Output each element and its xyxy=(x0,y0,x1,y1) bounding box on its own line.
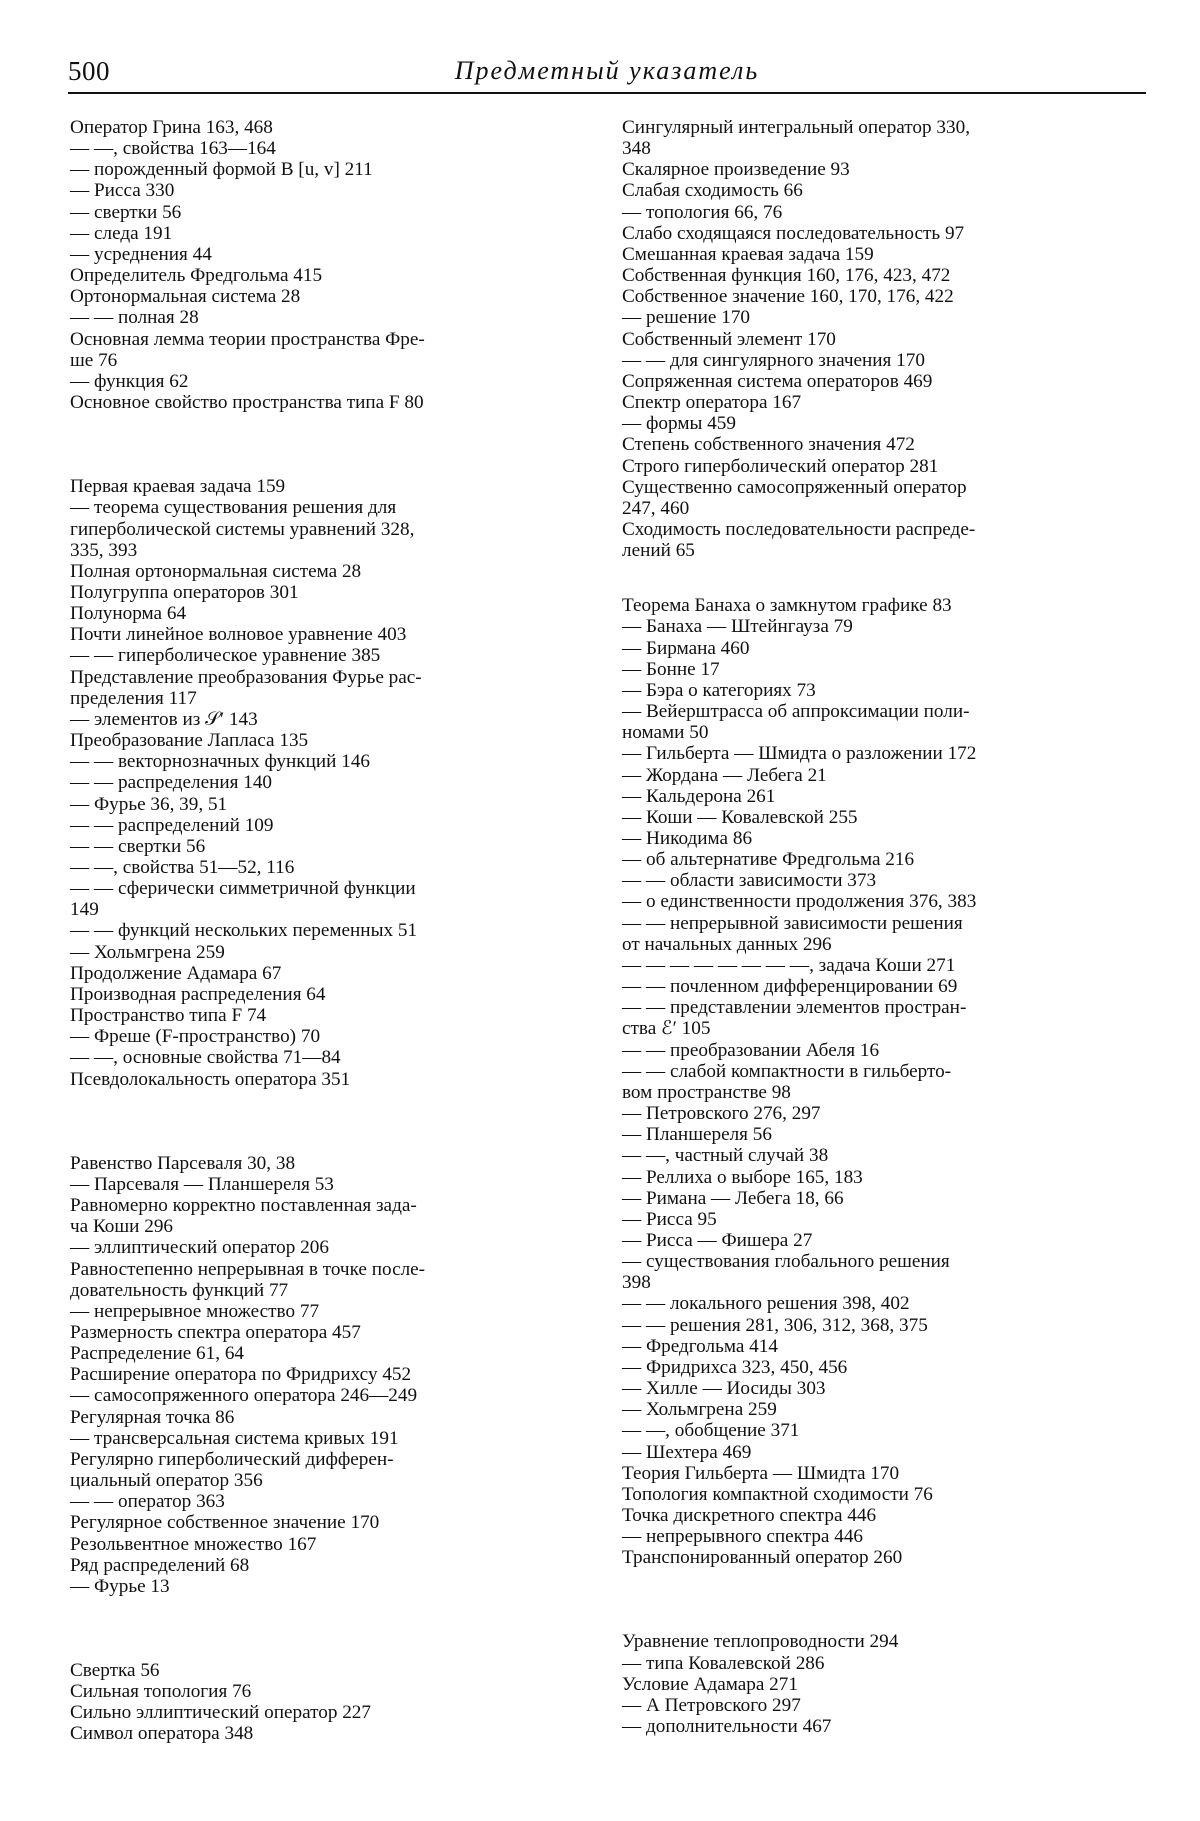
index-line: от начальных данных 296 xyxy=(622,933,832,955)
index-line: — — векторнозначных функций 146 xyxy=(70,751,371,773)
index-line: — Кальдерона 261 xyxy=(622,785,776,807)
index-line: Точка дискретного спектра 446 xyxy=(622,1505,877,1526)
index-line: ства ℰ′ 105 xyxy=(622,1018,711,1040)
index-line: — следа 191 xyxy=(70,222,173,244)
index-line: — Петровского 276, 297 xyxy=(622,1103,821,1125)
index-line: Уравнение теплопроводности 294 xyxy=(622,1631,899,1653)
index-line: — Рисса 330 xyxy=(70,180,175,202)
page-header xyxy=(68,52,1146,96)
index-line: Регулярно гиперболический дифферен- xyxy=(70,1448,394,1470)
index-line: Полугруппа операторов 301 xyxy=(70,581,299,603)
index-line: Сходимость последовательности распреде- xyxy=(622,518,976,540)
index-line: — Шехтера 469 xyxy=(622,1441,752,1463)
index-line: Сильно эллиптический оператор 227 xyxy=(70,1702,371,1724)
index-line: — решение 170 xyxy=(622,307,751,329)
index-line: — типа Ковалевской 286 xyxy=(622,1652,825,1674)
index-line: — Хилле — Иосиды 303 xyxy=(622,1378,826,1400)
index-line: — Планшереля 56 xyxy=(622,1124,772,1146)
index-line: Расширение оператора по Фридрихсу 452 xyxy=(70,1364,412,1386)
index-line: Ортонормальная система 28 xyxy=(70,286,301,308)
index-line: Собственный элемент 170 xyxy=(622,328,836,350)
index-line: Распределение 61, 64 xyxy=(70,1343,245,1365)
running-title: Предметный указатель xyxy=(454,56,760,85)
index-line: — непрерывного спектра 446 xyxy=(622,1526,864,1548)
index-line: — Вейерштрасса об аппроксимации поли- xyxy=(622,701,970,723)
index-line: — — гиперболическое уравнение 385 xyxy=(70,645,381,667)
index-line: — — решения 281, 306, 312, 368, 375 xyxy=(622,1314,928,1336)
index-line: Сильная топология 76 xyxy=(70,1681,252,1703)
letter-group xyxy=(70,117,582,413)
index-line: вом пространстве 98 xyxy=(622,1081,791,1103)
index-line: — — представлении элементов простран- xyxy=(622,997,967,1019)
letter-group xyxy=(70,1660,582,1745)
index-line: — — преобразовании Абеля 16 xyxy=(622,1039,880,1061)
index-line: — — локального решения 398, 402 xyxy=(622,1293,910,1315)
index-line: — Бонне 17 xyxy=(622,658,720,680)
index-line: — — области зависимости 373 xyxy=(622,870,877,892)
index-line: — — — — — — — —, задача Коши 271 xyxy=(622,954,956,976)
index-line: — — сферически симметричной функции xyxy=(70,878,416,900)
index-line: — о единственности продолжения 376, 383 xyxy=(622,891,977,913)
index-line: Псевдолокальность оператора 351 xyxy=(70,1068,351,1090)
index-line: — Фридрихса 323, 450, 456 xyxy=(622,1356,848,1378)
index-line: — Хольмгрена 259 xyxy=(70,941,225,963)
index-line: — Рисса — Фишера 27 xyxy=(622,1229,813,1251)
index-line: — — полная 28 xyxy=(70,307,199,329)
index-line: — об альтернативе Фредгольма 216 xyxy=(622,849,915,871)
index-line: Строго гиперболический оператор 281 xyxy=(622,455,939,477)
index-line: — — почленном дифференцировании 69 xyxy=(622,976,958,998)
index-line: Производная распределения 64 xyxy=(70,983,326,1005)
index-line: ча Коши 296 xyxy=(70,1216,174,1238)
index-line: — Фреше (F-пространство) 70 xyxy=(70,1026,321,1048)
index-line: Сопряженная система операторов 469 xyxy=(622,370,933,392)
index-line: — — слабой компактности в гильберто- xyxy=(622,1060,952,1082)
index-line: — —, обобщение 371 xyxy=(622,1420,800,1442)
index-line: гиперболической системы уравнений 328, xyxy=(70,518,415,540)
index-line: Степень собственного значения 472 xyxy=(622,434,915,456)
index-line: — самосопряженного оператора 246—249 xyxy=(70,1385,418,1407)
letter-group xyxy=(622,1631,1142,1737)
index-line: Спектр оператора 167 xyxy=(622,392,802,414)
index-line: Основное свойство пространства типа F 80 xyxy=(70,392,424,414)
index-line: Смешанная краевая задача 159 xyxy=(622,243,874,265)
index-line: Скалярное произведение 93 xyxy=(622,159,850,181)
index-line: Регулярное собственное значение 170 xyxy=(70,1512,380,1534)
index-line: Слабая сходимость 66 xyxy=(622,180,803,202)
index-line: — формы 459 xyxy=(622,413,736,435)
letter-group xyxy=(622,595,1142,1568)
index-line: Свертка 56 xyxy=(70,1660,160,1681)
index-line: — — оператор 363 xyxy=(70,1491,225,1513)
index-line: — Фредгольма 414 xyxy=(622,1335,778,1357)
index-line: Размерность спектра оператора 457 xyxy=(70,1321,361,1343)
index-line: довательность функций 77 xyxy=(70,1279,289,1301)
index-line: Теорема Банаха о замкнутом графике 83 xyxy=(622,595,952,617)
index-line: — — функций нескольких переменных 51 xyxy=(70,920,418,942)
index-line: — — свертки 56 xyxy=(70,835,206,857)
index-line: Пространство типа F 74 xyxy=(70,1005,267,1027)
index-line: Первая краевая задача 159 xyxy=(70,476,286,498)
index-line: — существования глобального решения xyxy=(622,1251,950,1273)
index-line: Почти линейное волновое уравнение 403 xyxy=(70,624,407,646)
index-line: ше 76 xyxy=(70,349,118,371)
index-line: Транспонированный оператор 260 xyxy=(622,1547,903,1569)
group-gap xyxy=(70,413,582,476)
index-line: — дополнительности 467 xyxy=(622,1716,832,1738)
index-line: Сингулярный интегральный оператор 330, xyxy=(622,117,970,138)
index-line: — Бирмана 460 xyxy=(622,637,750,659)
index-line: — Коши — Ковалевской 255 xyxy=(622,806,858,828)
page-number: 500 xyxy=(68,56,110,86)
index-line: — свертки 56 xyxy=(70,201,182,223)
index-line: 149 xyxy=(70,899,99,921)
index-line: — Реллиха о выборе 165, 183 xyxy=(622,1166,863,1188)
index-line: Преобразование Лапласа 135 xyxy=(70,730,309,752)
group-gap xyxy=(70,1090,582,1153)
index-line: Топология компактной сходимости 76 xyxy=(622,1483,933,1505)
index-line: — усреднения 44 xyxy=(70,243,212,265)
index-line: — порожденный формой B [u, v] 211 xyxy=(70,159,373,181)
index-line: 335, 393 xyxy=(70,539,138,561)
index-line: Резольвентное множество 167 xyxy=(70,1533,317,1555)
index-line: — — для сингулярного значения 170 xyxy=(622,349,925,371)
group-gap xyxy=(70,1597,582,1660)
index-line: Ряд распределений 68 xyxy=(70,1554,250,1576)
index-line: Слабо сходящаяся последовательность 97 xyxy=(622,222,965,244)
index-line: — элементов из 𝒮′ 143 xyxy=(70,708,258,730)
index-line: Представление преобразования Фурье рас- xyxy=(70,666,422,688)
index-line: Равномерно корректно поставленная зада- xyxy=(70,1195,417,1217)
index-line: — эллиптический оператор 206 xyxy=(70,1237,329,1259)
index-line: — —, свойства 51—52, 116 xyxy=(70,857,295,878)
left-column xyxy=(70,117,582,1745)
index-line: — — распределений 109 xyxy=(70,814,274,836)
index-line: — — распределения 140 xyxy=(70,772,273,794)
index-line: — —, свойства 163—164 xyxy=(70,138,276,160)
index-line: циальный оператор 356 xyxy=(70,1470,263,1492)
index-line: — Римана — Лебега 18, 66 xyxy=(622,1187,844,1209)
index-line: — Хольмгрена 259 xyxy=(622,1399,777,1421)
index-line: пределения 117 xyxy=(70,687,197,709)
index-line: — А Петровского 297 xyxy=(622,1694,801,1716)
index-line: Определитель Фредгольма 415 xyxy=(70,265,323,287)
index-line: — функция 62 xyxy=(70,370,189,392)
index-line: Полная ортонормальная система 28 xyxy=(70,560,362,582)
index-line: 398 xyxy=(622,1272,651,1294)
index-line: Условие Адамара 271 xyxy=(622,1673,798,1695)
index-line: номами 50 xyxy=(622,722,709,744)
index-line: — топология 66, 76 xyxy=(622,201,783,223)
group-gap xyxy=(622,1568,1142,1631)
group-gap xyxy=(622,561,1142,595)
index-line: 348 xyxy=(622,138,651,160)
index-line: 247, 460 xyxy=(622,497,690,519)
index-line: — Банаха — Штейнгауза 79 xyxy=(622,616,853,638)
index-line: — Никодима 86 xyxy=(622,828,753,849)
index-line: — Жордана — Лебега 21 xyxy=(622,764,827,786)
letter-group xyxy=(622,117,1142,561)
index-line: — Бэра о категориях 73 xyxy=(622,679,816,701)
index-line: Равенство Парсеваля 30, 38 xyxy=(70,1152,296,1174)
index-line: — трансверсальная система кривых 191 xyxy=(70,1427,399,1449)
index-line: — непрерывное множество 77 xyxy=(70,1300,320,1322)
index-line: Собственное значение 160, 170, 176, 422 xyxy=(622,286,954,308)
index-line: Собственная функция 160, 176, 423, 472 xyxy=(622,265,951,287)
header-rule xyxy=(68,92,1146,94)
index-line: Полунорма 64 xyxy=(70,603,187,625)
index-line: Оператор Грина 163, 468 xyxy=(70,117,273,138)
index-line: Основная лемма теории пространства Фре- xyxy=(70,328,425,350)
index-line: — Гильберта — Шмидта о разложении 172 xyxy=(622,743,977,765)
index-line: — теорема существования решения для xyxy=(70,497,397,519)
index-line: Теория Гильберта — Шмидта 170 xyxy=(622,1462,900,1484)
index-line: Равностепенно непрерывная в точке после- xyxy=(70,1258,426,1280)
letter-group xyxy=(70,1153,582,1597)
index-line: Символ оператора 348 xyxy=(70,1723,254,1745)
index-line: Продолжение Адамара 67 xyxy=(70,962,282,984)
index-line: — —, основные свойства 71—84 xyxy=(70,1047,341,1069)
right-column xyxy=(622,117,1142,1737)
index-line: лений 65 xyxy=(622,540,695,562)
index-line: — Фурье 36, 39, 51 xyxy=(70,793,228,815)
index-line: — — непрерывной зависимости решения xyxy=(622,912,963,934)
index-line: — Рисса 95 xyxy=(622,1208,717,1230)
index-line: — Фурье 13 xyxy=(70,1575,170,1597)
index-line: Существенно самосопряженный оператор xyxy=(622,476,967,498)
letter-group xyxy=(70,476,582,1090)
index-line: Регулярная точка 86 xyxy=(70,1406,235,1428)
index-line: — Парсеваля — Планшереля 53 xyxy=(70,1173,334,1195)
index-line: — —, частный случай 38 xyxy=(622,1145,829,1167)
